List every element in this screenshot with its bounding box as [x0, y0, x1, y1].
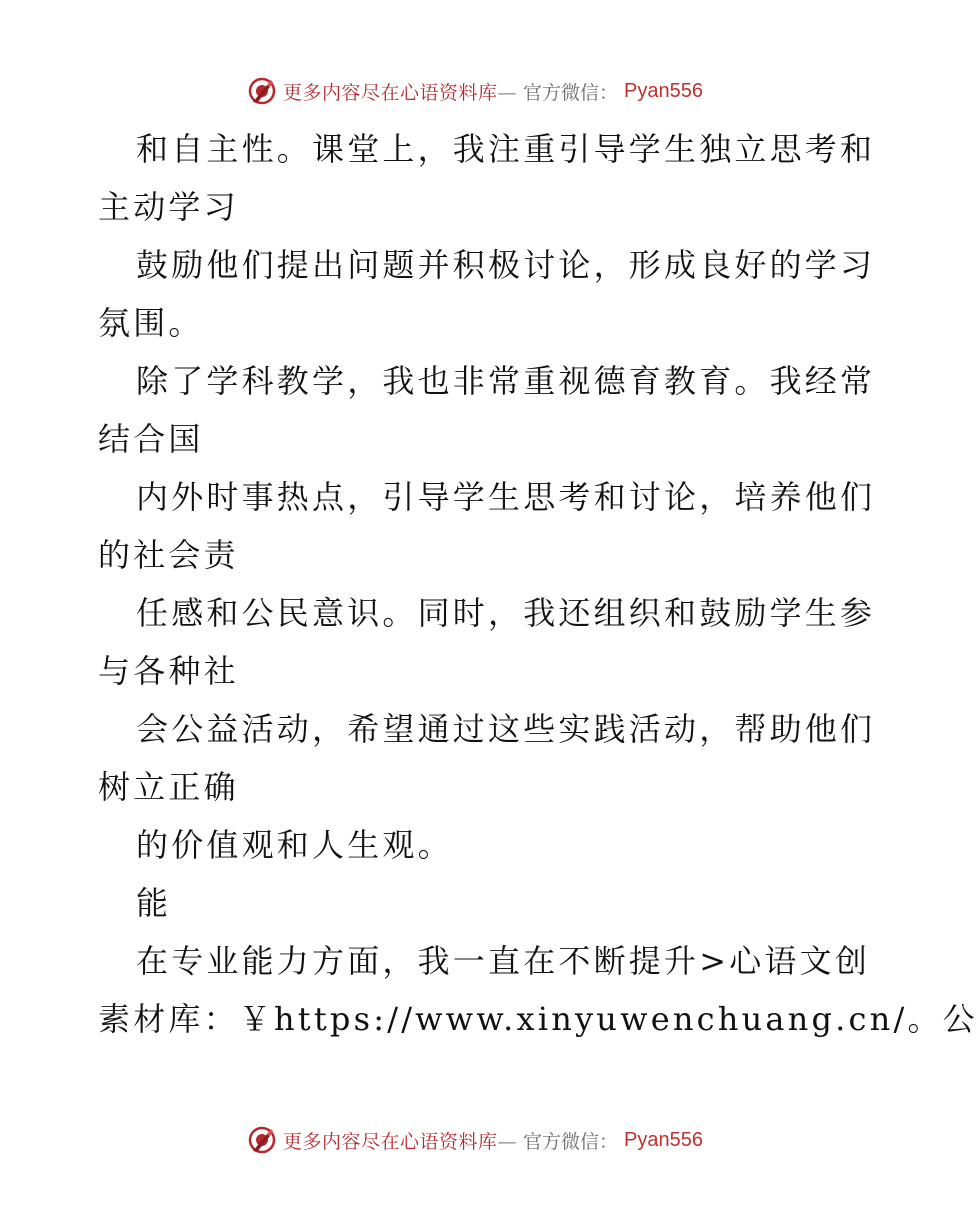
- banner-brand-text: 更多内容尽在心语资料库—: [283, 1130, 518, 1153]
- banner-wechat-id: Pyan556: [624, 1128, 703, 1151]
- body-line: 的价值观和人生观。: [136, 826, 453, 864]
- body-line: 结合国: [98, 420, 204, 458]
- body-line: 在专业能力方面，我一直在不断提升>心语文创: [136, 942, 871, 980]
- body-line: 和自主性。课堂上，我注重引导学生独立思考和: [136, 130, 876, 168]
- pen-logo-icon: [247, 1125, 277, 1155]
- body-line: 除了学科教学，我也非常重视德育教育。我经常: [136, 362, 876, 400]
- banner-brand-text: 更多内容尽在心语资料库—: [283, 81, 518, 104]
- banner-wechat-label: 官方微信：: [523, 1130, 619, 1153]
- pen-logo-icon: [247, 76, 277, 106]
- banner-wechat-id: Pyan556: [624, 79, 703, 102]
- body-line: 会公益活动，希望通过这些实践活动，帮助他们: [136, 710, 876, 748]
- body-line: 内外时事热点，引导学生思考和讨论，培养他们: [136, 478, 876, 516]
- body-line: 素材库：￥https://www.xinyuwenchuang.cn/。公: [98, 1000, 978, 1038]
- body-line: 与各种社: [98, 652, 239, 690]
- body-line: 树立正确: [98, 768, 239, 806]
- body-line: 主动学习: [98, 188, 239, 226]
- document-body: [98, 120, 978, 1048]
- banner-wechat-label: 官方微信：: [523, 81, 619, 104]
- body-line: 鼓励他们提出问题并积极讨论，形成良好的学习: [136, 246, 876, 284]
- body-line: 任感和公民意识。同时，我还组织和鼓励学生参: [136, 594, 876, 632]
- header-banner: [0, 71, 950, 111]
- footer-banner: [0, 1120, 950, 1160]
- body-line: 能: [136, 884, 172, 922]
- body-line: 的社会责: [98, 536, 239, 574]
- body-line: 氛围。: [98, 304, 204, 342]
